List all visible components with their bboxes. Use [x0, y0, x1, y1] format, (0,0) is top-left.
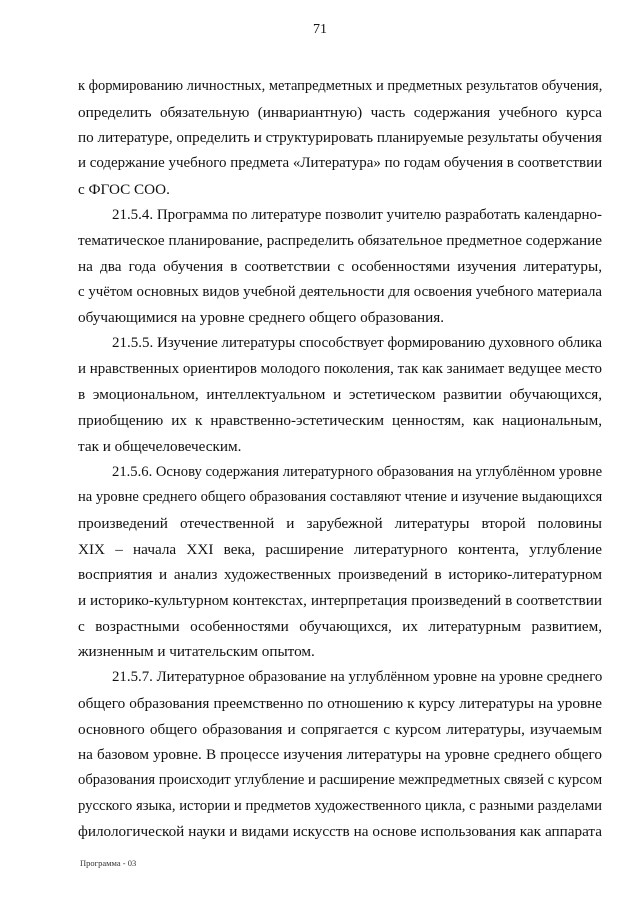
text-line: так и общечеловеческим.	[78, 437, 242, 455]
text-line: с ФГОС СОО.	[78, 180, 170, 198]
text-line: 21.5.6. Основу содержания литературного образования на углублённом уровне	[112, 463, 603, 480]
text-line: тематическое планирование, распределить обязательное предметное содержание	[78, 232, 602, 250]
text-line: жизненным и читательским опытом.	[78, 643, 315, 661]
paragraph-21-5-7	[78, 665, 602, 845]
text-line: на уровне среднего общего образования составляют чтение и изучение выдающихся	[78, 489, 603, 506]
text-line: обучающимися на уровне среднего общего образования.	[78, 309, 445, 327]
text-line: и содержание учебного предмета «Литература» по годам обучения в соответствии	[78, 155, 603, 172]
text-line: образования происходит углубление и расширение межпредметных связей с курсом	[78, 771, 603, 788]
paragraph-21-5-6	[78, 460, 602, 666]
footer-label: Программа - 03	[80, 858, 137, 868]
text-line: основного общего образования и сопрягается с курсом литературы, изучаемым	[78, 720, 602, 738]
text-line: XIX – начала XXI века, расширение литературного контента, углубление	[78, 540, 602, 558]
paragraph-21-5-5	[78, 331, 602, 460]
text-line: в эмоциональном, интеллектуальном и эстетическом развитии обучающихся,	[78, 386, 602, 404]
text-line: по литературе, определить и структурировать планируемые результаты обучения	[78, 129, 603, 147]
text-line: 21.5.4. Программа по литературе позволит учителю разработать календарно-	[112, 206, 602, 223]
text-line: и историко-культурном контекстах, интерпретация произведений в соответствии	[78, 592, 602, 610]
text-line: 21.5.5. Изучение литературы способствует формированию духовного облика	[112, 335, 602, 352]
paragraph-intro	[78, 74, 602, 203]
text-line: на два года обучения в соответствии с особенностями изучения литературы,	[78, 257, 602, 275]
text-line: и нравственных ориентиров молодого поколения, так как занимает ведущее место	[78, 360, 602, 377]
text-line: произведений отечественной и зарубежной литературы второй половины	[78, 514, 602, 532]
text-line: с возрастными особенностями обучающихся, их литературным развитием,	[78, 617, 602, 635]
text-line: к формированию личностных, метапредметных и предметных результатов обучения,	[78, 78, 603, 94]
page-number: 71	[313, 22, 327, 37]
text-line: на базовом уровне. В процессе изучения литературы на уровне среднего общего	[78, 746, 602, 764]
text-line: с учётом основных видов учебной деятельности для освоения учебного материала	[78, 283, 602, 300]
text-line: филологической науки и видами искусств на основе использования как аппарата	[78, 823, 602, 841]
text-line: русского языка, истории и предметов художественного цикла, с разными разделами	[78, 797, 602, 814]
text-line: общего образования преемственно по отношению к курсу литературы на уровне	[78, 694, 602, 712]
paragraph-21-5-4	[78, 203, 602, 332]
document-body	[78, 74, 602, 845]
text-line: восприятия и анализ художественных произведений в историко-литературном	[78, 566, 602, 584]
text-line: 21.5.7. Литературное образование на углублённом уровне на уровне среднего	[112, 669, 603, 686]
text-line: приобщению их к нравственно-эстетическим ценностям, как национальным,	[78, 412, 602, 430]
text-line: определить обязательную (инвариантную) часть содержания учебного курса	[78, 103, 602, 121]
